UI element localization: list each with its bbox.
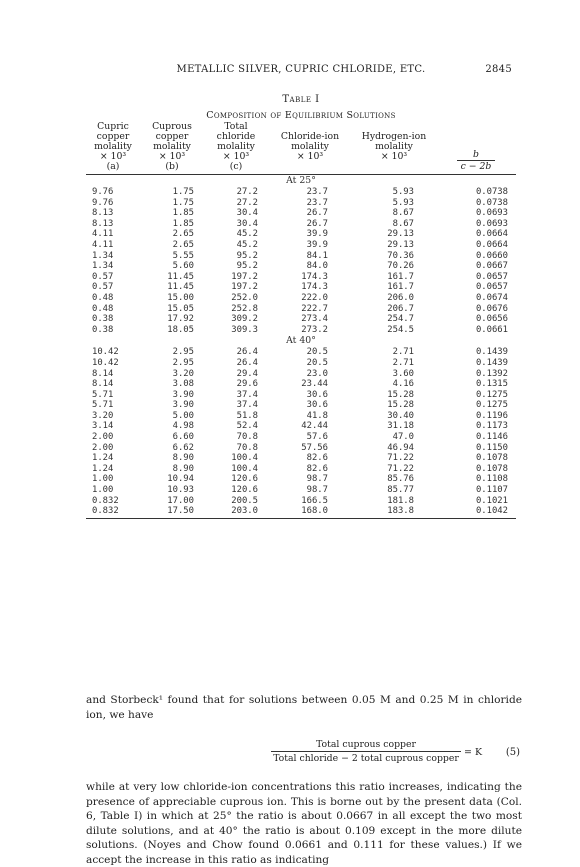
table-cell: 5.60 <box>172 261 194 272</box>
table-cell: 0.832 <box>86 506 140 518</box>
table-cell: 45.2 <box>236 239 258 250</box>
table-cell: 0.38 <box>92 324 114 335</box>
table-cell: 31.18 <box>387 421 414 432</box>
table-cell: 30.4 <box>236 218 258 229</box>
equation-numerator: Total cuprous copper <box>271 739 461 752</box>
table-cell: 26.7 <box>306 218 328 229</box>
table-row <box>86 506 516 518</box>
table-cell: 70.8 <box>236 442 258 453</box>
table-cell: 30.40 <box>387 410 414 421</box>
table-row <box>86 251 516 262</box>
table-cell: 1.24 <box>92 463 114 474</box>
table-caption: Composition of Equilibrium Solutions <box>206 110 396 121</box>
table-cell: 29.6 <box>236 379 258 390</box>
column-header <box>436 122 516 162</box>
table-cell: 168.0 <box>268 506 352 518</box>
table-cell: 200.5 <box>231 495 258 506</box>
table-cell: 5.93 <box>392 197 414 208</box>
table-cell: 4.16 <box>392 379 414 390</box>
table-cell: 42.44 <box>301 421 328 432</box>
table-cell: 0.1021 <box>475 495 508 506</box>
table-cell: 10.93 <box>167 485 194 496</box>
table-cell: 206.7 <box>387 303 414 314</box>
table-cell: 174.3 <box>301 271 328 282</box>
table-cell: 1.34 <box>92 250 114 261</box>
table-cell: 2.71 <box>392 357 414 368</box>
table-cell: 254.5 <box>387 324 414 335</box>
table-cell: 1.85 <box>172 208 194 219</box>
table-cell: 98.7 <box>306 485 328 496</box>
table-row <box>86 496 516 507</box>
table-cell: 0.0676 <box>475 303 508 314</box>
table-row <box>86 219 516 230</box>
table-cell: 23.0 <box>306 368 328 379</box>
table-cell: 2.65 <box>172 239 194 250</box>
table-header <box>86 122 516 175</box>
table-cell: 39.9 <box>306 229 328 240</box>
ratio-denominator: c − 2b <box>460 161 492 172</box>
table-cell: 20.5 <box>306 357 328 368</box>
table-row <box>86 208 516 219</box>
section-label: At 25° <box>286 175 316 186</box>
table-row <box>86 198 516 209</box>
table-cell: 37.4 <box>236 389 258 400</box>
table-cell: 95.2 <box>236 250 258 261</box>
table-cell: 222.7 <box>301 303 328 314</box>
table-cell: 197.2 <box>231 282 258 293</box>
table-cell: 3.20 <box>172 368 194 379</box>
table-row <box>86 187 516 198</box>
table-cell: 8.90 <box>172 453 194 464</box>
table-section-25 <box>86 175 516 336</box>
table-cell: 51.8 <box>236 410 258 421</box>
table-cell: 197.2 <box>231 271 258 282</box>
table-cell: 2.95 <box>172 347 194 358</box>
table-cell: 5.93 <box>392 187 414 197</box>
table-cell: 309.3 <box>231 324 258 335</box>
table-cell: 45.2 <box>236 229 258 240</box>
table-cell: 5.71 <box>92 400 114 411</box>
running-head-title: METALLIC SILVER, CUPRIC CHLORIDE, ETC. <box>176 64 426 75</box>
table-cell: 11.45 <box>167 271 194 282</box>
table-cell: 161.7 <box>387 282 414 293</box>
table-cell: 9.76 <box>92 187 114 197</box>
table-cell: 71.22 <box>387 453 414 464</box>
table-cell: 1.85 <box>172 218 194 229</box>
table-row <box>86 314 516 325</box>
table-row <box>86 453 516 464</box>
table-cell: 1.00 <box>92 474 114 485</box>
table-row <box>86 229 516 240</box>
table-row <box>86 261 516 272</box>
table-cell: 252.0 <box>231 292 258 303</box>
table-cell: 70.26 <box>387 261 414 272</box>
column-header: Hydrogen-ion molality × 10³ <box>361 131 427 162</box>
table-cell: 3.14 <box>92 421 114 432</box>
table-cell: 0.0656 <box>475 314 508 325</box>
table-cell: 57.6 <box>306 432 328 443</box>
table-cell: 5.55 <box>172 250 194 261</box>
table-cell: 6.62 <box>172 442 194 453</box>
table-cell: 8.14 <box>92 368 114 379</box>
table-cell: 0.1108 <box>475 474 508 485</box>
table-cell: 3.20 <box>92 410 114 421</box>
column-letter <box>352 162 436 175</box>
table-cell: 52.4 <box>236 421 258 432</box>
table-cell: 84.0 <box>306 261 328 272</box>
table-row <box>86 464 516 475</box>
table-cell: 4.11 <box>92 239 114 250</box>
table-cell: 0.0674 <box>475 292 508 303</box>
table-cell: 27.2 <box>236 187 258 197</box>
table-cell: 1.75 <box>172 187 194 197</box>
table-cell: 17.92 <box>167 314 194 325</box>
table-cell: 2.71 <box>392 347 414 358</box>
table-cell: 0.57 <box>92 271 114 282</box>
table-block <box>86 93 516 519</box>
table-cell: 8.14 <box>92 379 114 390</box>
table-row <box>86 474 516 485</box>
section-label: At 40° <box>286 335 316 347</box>
table-cell: 0.1439 <box>475 347 508 358</box>
table-cell: 181.8 <box>387 495 414 506</box>
table-cell: 0.0657 <box>475 271 508 282</box>
table-cell: 0.48 <box>92 292 114 303</box>
table-cell: 0.0667 <box>475 261 508 272</box>
table-cell: 0.1146 <box>475 432 508 443</box>
table-cell: 0.0664 <box>475 239 508 250</box>
table-row <box>86 432 516 443</box>
table-cell: 8.13 <box>92 218 114 229</box>
table-cell: 0.1275 <box>475 389 508 400</box>
table-cell: 27.2 <box>236 197 258 208</box>
column-header: Total chloride molality × 10³ <box>216 121 256 162</box>
table-cell: 17.50 <box>140 506 204 518</box>
table-row <box>86 293 516 304</box>
table-cell: 26.4 <box>236 357 258 368</box>
table-cell: 4.11 <box>92 229 114 240</box>
table-cell: 8.90 <box>172 463 194 474</box>
table-cell: 23.7 <box>306 187 328 197</box>
ratio-numerator: b <box>457 150 495 161</box>
table-cell: 2.65 <box>172 229 194 240</box>
table-cell: 37.4 <box>236 400 258 411</box>
table-label: Table I <box>282 94 320 105</box>
equation-denominator: Total chloride − 2 total cuprous copper <box>273 753 459 764</box>
table-row <box>86 421 516 432</box>
equation-number: (5) <box>505 747 520 758</box>
column-letter: (c) <box>229 161 243 172</box>
table-cell: 1.34 <box>92 261 114 272</box>
table-cell: 15.28 <box>387 389 414 400</box>
table-cell: 254.7 <box>387 314 414 325</box>
page-number: 2845 <box>485 64 512 75</box>
table-cell: 0.1042 <box>436 506 516 518</box>
table-cell: 70.8 <box>236 432 258 443</box>
table-cell: 0.0693 <box>475 208 508 219</box>
table-cell: 206.0 <box>387 292 414 303</box>
column-header: Cupric copper molality × 10³ <box>94 121 132 162</box>
table-cell: 23.44 <box>301 379 328 390</box>
table-cell: 5.00 <box>172 410 194 421</box>
table-cell: 252.8 <box>231 303 258 314</box>
table-cell: 2.00 <box>92 432 114 443</box>
table-cell: 0.0661 <box>475 324 508 335</box>
table-cell: 41.8 <box>306 410 328 421</box>
table-cell: 6.60 <box>172 432 194 443</box>
equation-5 <box>86 739 522 769</box>
table-row <box>86 443 516 454</box>
table-cell: 8.67 <box>392 208 414 219</box>
table-cell: 0.832 <box>92 495 119 506</box>
table-cell: 222.0 <box>301 292 328 303</box>
table-row <box>86 411 516 422</box>
table-cell: 98.7 <box>306 474 328 485</box>
table-cell: 0.0664 <box>475 229 508 240</box>
table-cell: 84.1 <box>306 250 328 261</box>
table-cell: 71.22 <box>387 463 414 474</box>
equation-fraction <box>271 739 461 764</box>
table-cell: 3.08 <box>172 379 194 390</box>
table-cell: 10.94 <box>167 474 194 485</box>
table-cell: 8.67 <box>392 218 414 229</box>
table-cell: 174.3 <box>301 282 328 293</box>
column-letter: (a) <box>106 161 120 172</box>
table-cell: 1.75 <box>172 197 194 208</box>
table-cell: 9.76 <box>92 197 114 208</box>
table-cell: 2.95 <box>172 357 194 368</box>
table-cell: 47.0 <box>392 432 414 443</box>
table-cell: 183.8 <box>352 506 436 518</box>
table-cell: 0.1392 <box>475 368 508 379</box>
table-cell: 3.90 <box>172 389 194 400</box>
table-cell: 95.2 <box>236 261 258 272</box>
table-cell: 4.98 <box>172 421 194 432</box>
table-row <box>86 400 516 411</box>
column-header: Chloride-ion molality × 10³ <box>280 131 340 162</box>
table-cell: 120.6 <box>231 474 258 485</box>
table-cell: 3.90 <box>172 400 194 411</box>
table-row <box>86 304 516 315</box>
paragraph: and Storbeck¹ found that for solutions between 0.05 M and 0.25 M in chloride ion, we have <box>86 694 522 721</box>
table-row <box>86 282 516 293</box>
table-cell: 1.00 <box>92 485 114 496</box>
equilibrium-table <box>86 122 516 519</box>
table-cell: 15.28 <box>387 400 414 411</box>
table-cell: 0.0693 <box>475 218 508 229</box>
table-cell: 0.38 <box>92 314 114 325</box>
table-row <box>86 347 516 358</box>
table-cell: 85.76 <box>387 474 414 485</box>
table-cell: 0.1078 <box>475 453 508 464</box>
table-cell: 203.0 <box>204 506 268 518</box>
table-cell: 46.94 <box>387 442 414 453</box>
table-cell: 100.4 <box>231 463 258 474</box>
table-cell: 0.1315 <box>475 379 508 390</box>
table-cell: 5.71 <box>92 389 114 400</box>
table-cell: 166.5 <box>301 495 328 506</box>
table-row <box>86 358 516 369</box>
table-cell: 82.6 <box>306 463 328 474</box>
table-cell: 39.9 <box>306 239 328 250</box>
table-cell: 0.1107 <box>475 485 508 496</box>
table-cell: 85.77 <box>387 485 414 496</box>
table-row <box>86 485 516 496</box>
table-cell: 30.4 <box>236 208 258 219</box>
table-cell: 10.42 <box>92 357 119 368</box>
table-cell: 3.60 <box>392 368 414 379</box>
table-cell: 0.0657 <box>475 282 508 293</box>
table-cell: 18.05 <box>167 324 194 335</box>
table-cell: 0.1196 <box>475 410 508 421</box>
table-cell: 0.1173 <box>475 421 508 432</box>
table-cell: 0.1150 <box>475 442 508 453</box>
table-cell: 23.7 <box>306 197 328 208</box>
table-cell: 29.13 <box>387 229 414 240</box>
table-cell: 30.6 <box>306 400 328 411</box>
table-row <box>86 379 516 390</box>
table-cell: 17.00 <box>167 495 194 506</box>
table-cell: 0.48 <box>92 303 114 314</box>
table-cell: 82.6 <box>306 453 328 464</box>
table-cell: 273.4 <box>301 314 328 325</box>
table-cell: 0.1275 <box>475 400 508 411</box>
table-cell: 0.57 <box>92 282 114 293</box>
column-letter: (b) <box>165 161 179 172</box>
table-cell: 2.00 <box>92 442 114 453</box>
table-cell: 10.42 <box>92 347 119 358</box>
table-cell: 29.13 <box>387 239 414 250</box>
table-cell: 8.13 <box>92 208 114 219</box>
table-cell: 0.1439 <box>475 357 508 368</box>
table-row <box>86 272 516 283</box>
table-cell: 26.7 <box>306 208 328 219</box>
table-cell: 20.5 <box>306 347 328 358</box>
table-cell: 0.0738 <box>475 197 508 208</box>
table-cell: 15.00 <box>167 292 194 303</box>
table-cell: 309.2 <box>231 314 258 325</box>
column-header: Cuprous copper molality × 10³ <box>152 121 192 162</box>
table-cell: 161.7 <box>387 271 414 282</box>
table-section-40 <box>86 335 516 518</box>
table-cell: 0.0660 <box>475 250 508 261</box>
table-cell: 30.6 <box>306 389 328 400</box>
table-cell: 26.4 <box>236 347 258 358</box>
paragraph: while at very low chloride-ion concentrations this ratio increases, indicating the presence of appreciable cuprous ion. This is borne out by the present data (Col. 6, Table I) in which at 25° the ratio is about 0.0667 in all except the two most dilute solutions, and at 40° the ratio is about 0.109 except in the more dilute solutions. (Noyes and Chow found 0.0661 and 0.111 for these values.) If we accept the increase in this ratio as indicating <box>86 781 522 866</box>
table-cell: 100.4 <box>231 453 258 464</box>
column-letter <box>268 162 352 175</box>
running-head <box>90 64 512 78</box>
table-cell: 57.56 <box>301 442 328 453</box>
table-cell: 11.45 <box>167 282 194 293</box>
table-cell: 1.24 <box>92 453 114 464</box>
table-cell: 29.4 <box>236 368 258 379</box>
table-cell: 15.05 <box>167 303 194 314</box>
table-cell: 120.6 <box>231 485 258 496</box>
table-row <box>86 325 516 336</box>
table-cell: 0.0738 <box>475 187 508 197</box>
table-row <box>86 390 516 401</box>
table-cell: 273.2 <box>301 324 328 335</box>
table-row <box>86 369 516 380</box>
table-row <box>86 240 516 251</box>
table-cell: 0.1078 <box>475 463 508 474</box>
equation-rhs: = K <box>464 747 483 758</box>
table-cell: 70.36 <box>387 250 414 261</box>
